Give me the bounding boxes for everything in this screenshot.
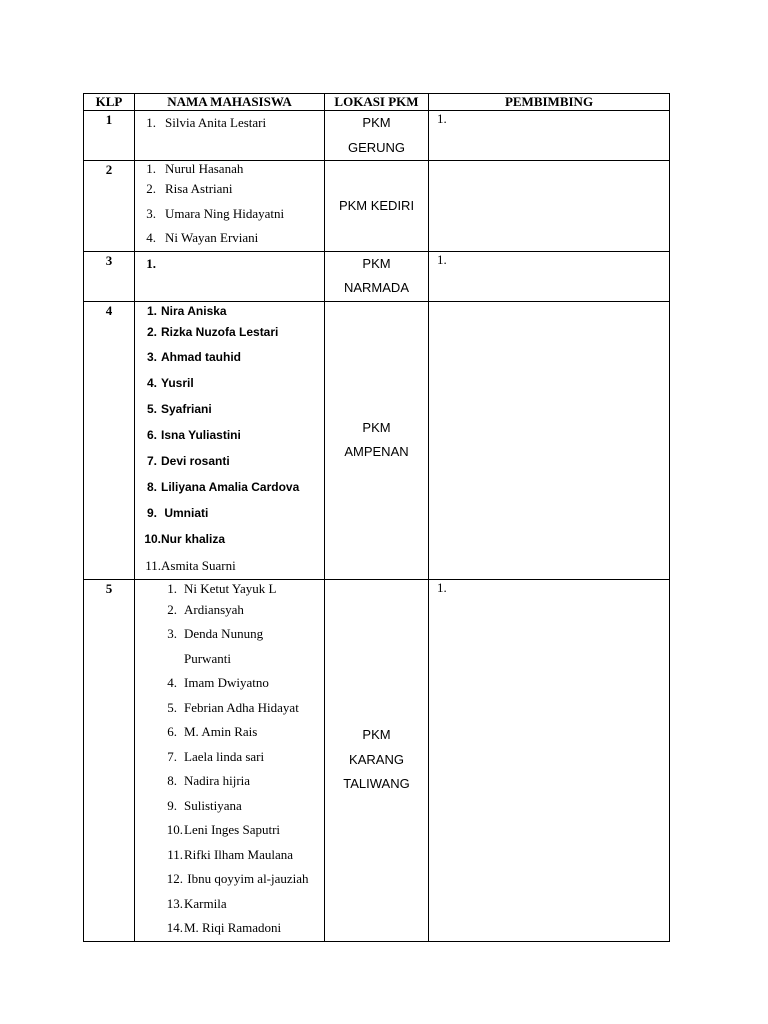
pembimbing-cell (429, 301, 670, 579)
klp-cell: 4 (84, 301, 135, 579)
group-row-4 (84, 301, 670, 579)
list-item: 8. Nadira hijria (167, 773, 251, 789)
list-item: 2. Rizka Nuzofa Lestari (146, 324, 279, 339)
list-item: 6. Isna Yuliastini (146, 428, 241, 443)
list-item: 13. Karmila (166, 895, 227, 911)
pembimbing-cell: 1. (429, 579, 670, 941)
list-item: 3. Ahmad tauhid (146, 350, 241, 365)
list-item: 3. Umara Ning Hidayatni (146, 205, 285, 221)
list-item: 8. Liliyana Amalia Cardova (146, 479, 300, 494)
list-item: 3. Denda Nunung Purwanti (167, 626, 264, 666)
list-item: 9. Sulistiyana (167, 797, 242, 813)
list-item: 7. Devi rosanti (146, 454, 230, 469)
klp-cell: 2 (84, 161, 135, 252)
students-cell (135, 111, 325, 161)
pkm-group-table (83, 93, 670, 942)
list-item: 11. Rifki Ilham Maulana (167, 846, 294, 862)
list-item: 7. Laela linda sari (167, 748, 265, 764)
klp-cell: 5 (84, 579, 135, 941)
list-item: 10. Nur khaliza (144, 531, 226, 546)
list-item: 5. Syafriani (146, 402, 212, 417)
lokasi-cell: PKM AMPENAN (325, 301, 429, 579)
students-cell (135, 301, 325, 579)
list-item: 1. Silvia Anita Lestari (146, 115, 267, 130)
lokasi-cell: PKM KARANG TALIWANG (325, 579, 429, 941)
header-row (84, 94, 670, 111)
group-row-5 (84, 579, 670, 941)
list-item: 9. Umniati (146, 505, 209, 520)
group-row-3 (84, 251, 670, 301)
list-item: 4. Yusril (146, 376, 194, 391)
lokasi-cell: PKM NARMADA (325, 251, 429, 301)
list-item: 1. Ni Ketut Yayuk L (167, 580, 277, 596)
list-item: 10. Leni Inges Saputri (166, 822, 281, 838)
list-item: 12. Ibnu qoyyim al-jauziah (166, 871, 309, 887)
list-item: 2. Ardiansyah (167, 601, 244, 617)
list-item: 2. Risa Astriani (146, 181, 233, 196)
list-item: 1. Nurul Hasanah (146, 161, 244, 176)
list-item: 4. Ni Wayan Erviani (146, 230, 259, 245)
list-item: 1. (146, 255, 156, 271)
list-item: 6. M. Amin Rais (167, 724, 258, 740)
header-nama: NAMA MAHASISWA (135, 94, 325, 111)
students-cell (135, 579, 325, 941)
klp-cell: 1 (84, 111, 135, 161)
header-lokasi: LOKASI PKM (325, 94, 429, 111)
header-pembimbing: PEMBIMBING (429, 94, 670, 111)
students-cell (135, 251, 325, 301)
pembimbing-cell: 1. (429, 251, 670, 301)
pembimbing-cell (429, 161, 670, 252)
students-cell (135, 161, 325, 252)
pembimbing-cell: 1. (429, 111, 670, 161)
lokasi-cell: PKM KEDIRI (325, 161, 429, 252)
group-row-1 (84, 111, 670, 161)
list-item: 1. Nira Aniska (146, 303, 227, 318)
list-item: 5. Febrian Adha Hidayat (167, 699, 299, 715)
list-item: 14. M. Riqi Ramadoni (166, 920, 282, 936)
lokasi-cell: PKM GERUNG (325, 111, 429, 161)
header-klp: KLP (84, 94, 135, 111)
list-item: 4. Imam Dwiyatno (167, 675, 269, 691)
klp-cell: 3 (84, 251, 135, 301)
list-item: 11. Asmita Suarni (145, 557, 236, 573)
group-row-2 (84, 161, 670, 252)
